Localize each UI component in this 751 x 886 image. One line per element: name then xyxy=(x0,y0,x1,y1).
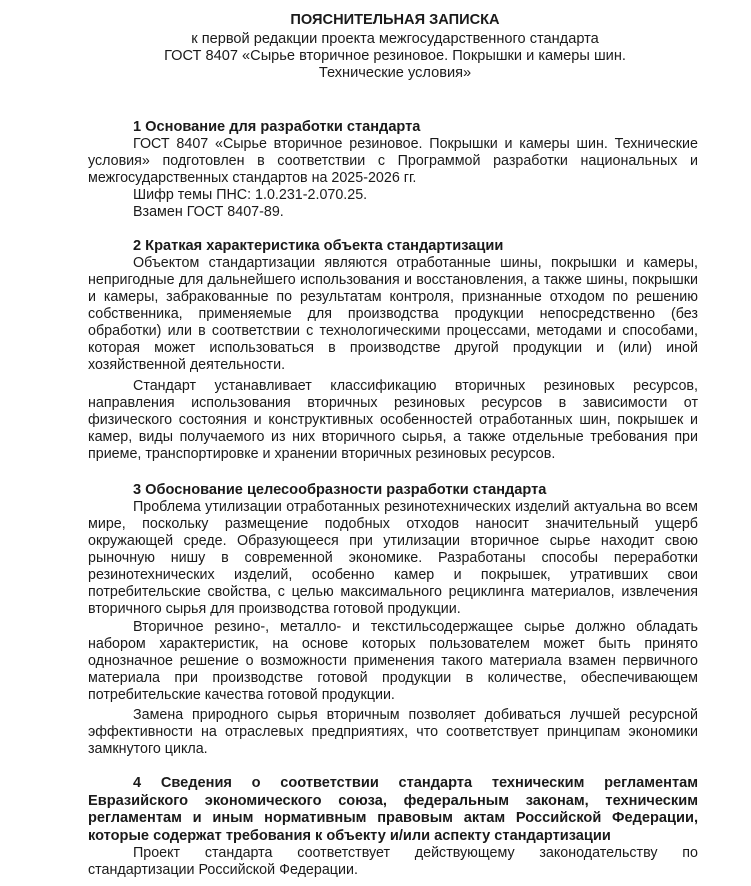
section-4-heading: 4 Сведения о соответствии стандарта техническим регламентам Евразийского экономического союза, федеральным законам, техническим регламентам и иным нормативным правовым актам Российской Федерации, которые содержат требования к объекту и/или аспекту стандартизации xyxy=(88,775,698,844)
section-3-paragraph-3: Замена природного сырья вторичным позволяет добиваться лучшей ресурсной эффективности на отраслевых предприятиях, что соответствует принципам экономики замкнутого цикла. xyxy=(88,707,698,757)
section-1-heading: 1 Основание для разработки стандарта xyxy=(133,119,421,135)
subtitle-line-1: к первой редакции проекта межгосударственного стандарта xyxy=(191,31,599,47)
section-1-paragraph: ГОСТ 8407 «Сырье вторичное резиновое. Покрышки и камеры шин. Технические условия» подготовлен в соответствии с Программой разработки национальных и межгосударственных стандартов на 2025-2026 гг. xyxy=(88,136,698,186)
document-title: ПОЯСНИТЕЛЬНАЯ ЗАПИСКА xyxy=(290,12,500,28)
section-3-paragraph-2: Вторичное резино-, металло- и текстильсодержащее сырье должно обладать набором характеристик, на основе которых пользователем может быть принято однозначное решение о возможности применения такого материала взамен первичного материала при производстве готовой продукции в количестве, обеспечивающем потребительские качества готовой продукции. xyxy=(88,619,698,703)
section-2-paragraph-2: Стандарт устанавливает классификацию вторичных резиновых ресурсов, направления использования вторичных резиновых ресурсов в зависимости от физического состояния и конструктивных особенностей отработанных шин, покрышек и камер, виды получаемого из них вторичного сырья, а также отдельные требования при приеме, транспортировке и хранении вторичных резиновых ресурсов. xyxy=(88,378,698,462)
section-4-paragraph: Проект стандарта соответствует действующему законодательству по стандартизации Российской Федерации. xyxy=(88,845,698,878)
section-1-cipher: Шифр темы ПНС: 1.0.231-2.070.25. xyxy=(133,187,368,203)
subtitle-line-3: Технические условия» xyxy=(318,65,472,81)
subtitle-line-2: ГОСТ 8407 «Сырье вторичное резиновое. Покрышки и камеры шин. xyxy=(164,48,626,64)
section-2-paragraph-1: Объектом стандартизации являются отработанные шины, покрышки и камеры, непригодные для дальнейшего использования и восстановления, а также шины, покрышки и камеры, забракованные по результатам контроля, признанные отходом по решению собственника, применяемые для производства продукции непосредственно (без обработки) или в соответствии с технологическими процессами, методами и способами, которая может использоваться в производстве другой продукции и (или) иной хозяйственной деятельности. xyxy=(88,255,698,373)
section-1-replaces: Взамен ГОСТ 8407-89. xyxy=(133,204,284,220)
section-3-paragraph-1: Проблема утилизации отработанных резинотехнических изделий актуальна во всем мире, поскольку размещение подобных отходов наносит значительный ущерб окружающей среде. Образующееся при утилизации вторичное сырье находит свою рыночную нишу в современной экономике. Разработаны способы переработки резинотехнических изделий, особенно камер и покрышек, утративших свои потребительские свойства, с целью максимального рециклинга материалов, извлечения вторичного сырья для производства готовой продукции. xyxy=(88,499,698,617)
section-2-heading: 2 Краткая характеристика объекта стандартизации xyxy=(133,238,504,254)
section-3-heading: 3 Обоснование целесообразности разработки стандарта xyxy=(133,482,547,498)
